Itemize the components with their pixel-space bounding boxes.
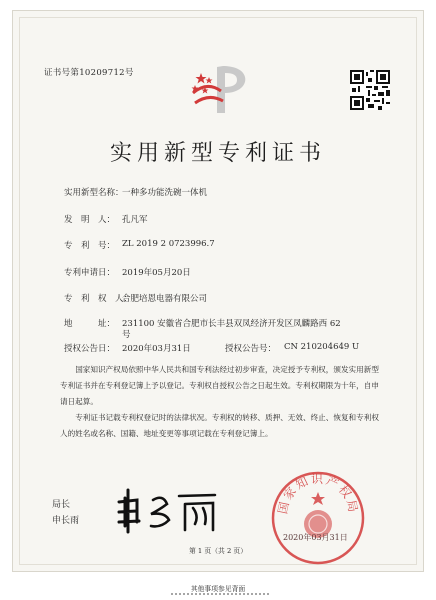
invention-name-value: 一种多功能洗碗一体机 xyxy=(122,188,208,198)
legal-status-paragraph: 专利证书记载专利权登记时的法律状况。专利权的转移、质押、无效、终止、恢复和专利权人的姓名或名称、国籍、地址变更等事项记载在专利登记簿上。 xyxy=(60,413,379,438)
inventor-value: 孔凡军 xyxy=(122,215,148,225)
filing-date-value: 2019年05月20日 xyxy=(122,268,191,278)
patentee-label: 专 利 权 人： xyxy=(64,294,133,304)
address-label: 地 址： xyxy=(64,319,116,329)
chief-name: 申长雨 xyxy=(52,516,80,526)
cnipa-logo xyxy=(187,63,253,117)
seal-text: 国家知识产权局 xyxy=(275,472,361,516)
grant-number-label: 授权公告号： xyxy=(225,344,277,354)
grant-number-value: CN 210204649 U xyxy=(284,342,360,352)
certificate-title: 实用新型专利证书 xyxy=(109,141,326,166)
patentee-value: 合肥培恩电器有限公司 xyxy=(122,294,208,304)
grant-date-value: 2020年03月31日 xyxy=(122,344,191,354)
dotted-divider xyxy=(170,593,270,595)
footer-note: 其他事项参见背面 xyxy=(190,585,246,593)
certificate-number: 证书号第10209712号 xyxy=(44,68,134,78)
page-number: 第 1 页（共 2 页） xyxy=(188,547,248,555)
qr-code-icon xyxy=(350,70,390,110)
address-value-line2: 号 xyxy=(122,330,131,340)
chief-title: 局长 xyxy=(52,500,71,510)
patent-number-label: 专 利 号： xyxy=(64,241,116,251)
inventor-label: 发 明 人： xyxy=(64,215,116,225)
patent-number-value: ZL 2019 2 0723996.7 xyxy=(122,239,215,249)
filing-date-label: 专利申请日： xyxy=(64,268,116,278)
invention-name-label: 实用新型名称： xyxy=(64,188,124,198)
grant-statement-paragraph: 国家知识产权局依照中华人民共和国专利法经过初步审查，决定授予专利权，颁发实用新型专利证书并在专利登记簿上予以登记。专利权自授权公告之日起生效。专利权期限为十年，自申请日起算。 xyxy=(60,365,379,406)
handwritten-signature xyxy=(115,486,225,536)
address-value: 231100 安徽省合肥市长丰县双凤经济开发区凤麟路西 62 xyxy=(122,319,341,329)
grant-date-label: 授权公告日： xyxy=(64,344,116,354)
seal-date: 2020年03月31日 xyxy=(283,533,348,542)
